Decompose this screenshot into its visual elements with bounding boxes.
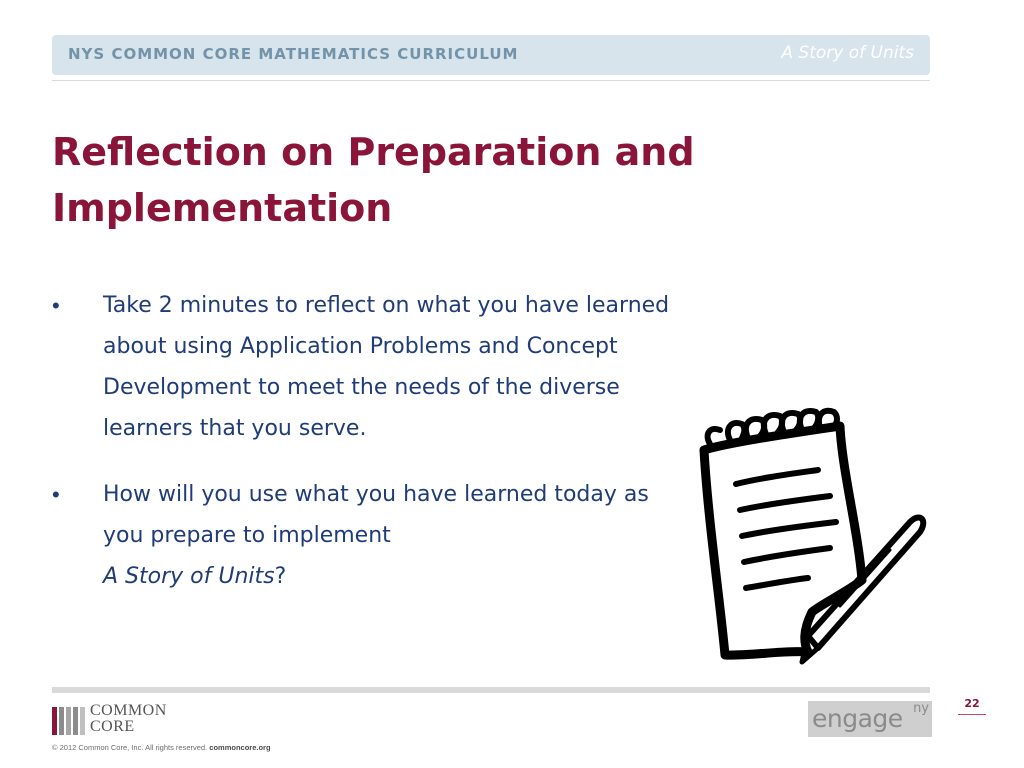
bullet-item-reflect	[52, 285, 682, 449]
curriculum-title: NYS COMMON CORE MATHEMATICS CURRICULUM	[68, 45, 519, 63]
copyright-text: © 2012 Common Core, Inc. All rights reserved.	[52, 743, 208, 752]
engage-word: engage	[812, 704, 903, 733]
bullet-text-after: ?	[274, 564, 287, 589]
bullet-marker: •	[52, 482, 60, 507]
footer-divider	[52, 687, 930, 693]
common-core-wordmark	[90, 703, 167, 735]
bullet-text	[103, 482, 649, 589]
series-title: A Story of Units	[781, 43, 914, 63]
slide-title: Reflection on Preparation and Implementation	[52, 130, 695, 230]
notepad-and-pen-icon	[690, 400, 950, 675]
logo-line-1: COMMON	[90, 702, 167, 719]
header-bar	[52, 35, 930, 75]
engage-ny-super: ny	[913, 701, 929, 716]
bullet-marker: •	[52, 293, 60, 318]
logo-line-2: CORE	[90, 718, 135, 735]
page-number: 22	[958, 697, 986, 715]
bullet-text: Take 2 minutes to reflect on what you have learned about using Application Problems and Concept Development to meet the needs of the diverse learners that you serve.	[103, 293, 670, 441]
copyright-notice	[52, 743, 271, 752]
bullet-list	[52, 285, 682, 622]
site-link[interactable]: commoncore.org	[209, 743, 271, 752]
bullet-text-italic: A Story of Units	[103, 564, 275, 589]
bullet-item-implement	[52, 474, 682, 597]
common-core-logo	[52, 703, 192, 737]
engage-ny-logo	[808, 701, 932, 737]
common-core-bars-icon	[52, 705, 86, 735]
bullet-text-before: How will you use what you have learned today as you prepare to implement	[103, 482, 649, 548]
header-divider	[52, 80, 930, 81]
